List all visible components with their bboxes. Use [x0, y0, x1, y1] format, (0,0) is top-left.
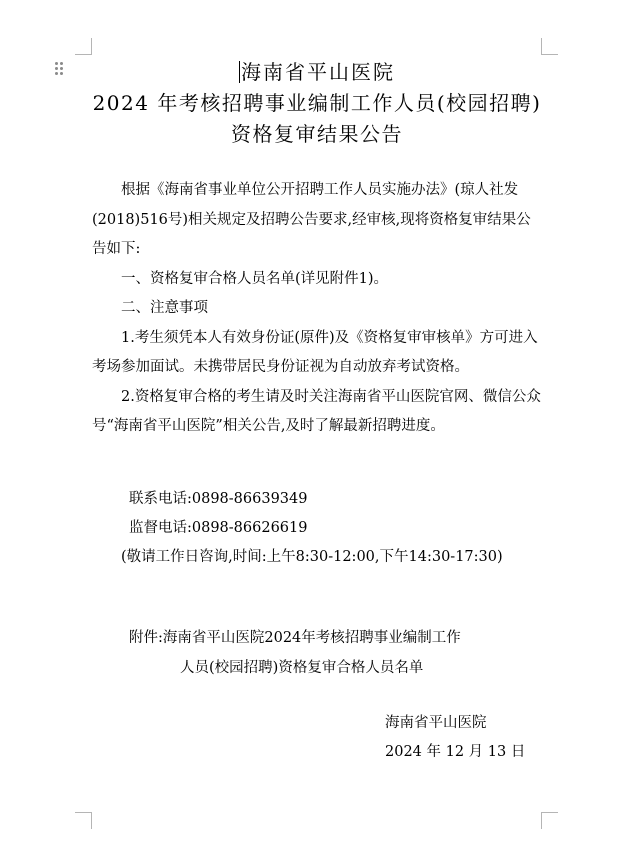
intro-paragraph: 根据《海南省事业单位公开招聘工作人员实施办法》(琼人社发(2018)516号)相关规定及招聘公告要求,经审核,现将资格复审结果公告如下:	[92, 182, 531, 257]
attachment-line-1: 附件:海南省平山医院2024年考核招聘事业编制工作	[129, 630, 461, 646]
item-2-1: 1.考生须凭本人有效身份证(原件)及《资格复审审核单》方可进入考场参加面试。未携带居民身份证视为自动放弃考试资格。	[92, 329, 538, 375]
signature-organization: 海南省平山医院	[385, 715, 487, 731]
item-2-2: 2.资格复审合格的考生请及时关注海南省平山医院官网、微信公众号“海南省平山医院”相关公告,及时了解最新招聘进度。	[92, 388, 541, 434]
crop-mark-top-right	[541, 38, 558, 55]
title-line-2[interactable]: 2024 年考核招聘事业编制工作人员(校园招聘)资格复审结果公告	[92, 91, 542, 146]
contact-phone: 联系电话:0898-86639349	[129, 491, 308, 507]
item-2-heading: 二、注意事项	[121, 300, 208, 316]
consult-hours: (敬请工作日咨询,时间:上午8:30-12:00,下午14:30-17:30)	[121, 549, 503, 565]
document-body[interactable]	[92, 176, 544, 442]
supervise-phone: 监督电话:0898-86626619	[129, 520, 308, 536]
crop-mark-top-left	[75, 38, 92, 55]
text-cursor	[239, 61, 240, 83]
signature-date: 2024 年 12 月 13 日	[385, 744, 526, 760]
attachment-line-2: 人员(校园招聘)资格复审合格人员名单	[180, 660, 424, 676]
title-org: 海南省平山医院	[241, 60, 395, 84]
item-1: 一、资格复审合格人员名单(详见附件1)。	[121, 270, 389, 287]
crop-mark-bottom-left	[75, 812, 92, 829]
title-line-1[interactable]	[0, 58, 634, 86]
crop-mark-bottom-right	[541, 812, 558, 829]
